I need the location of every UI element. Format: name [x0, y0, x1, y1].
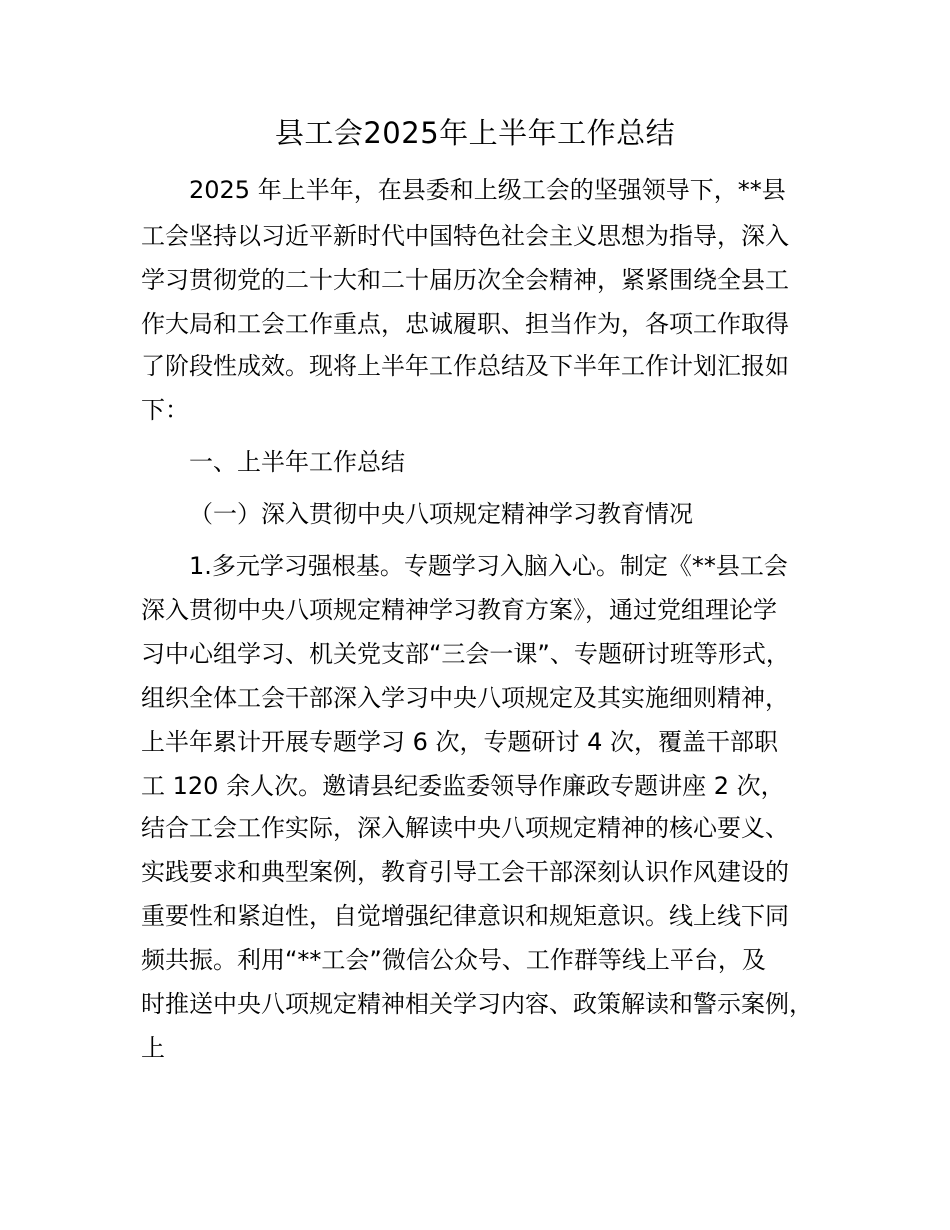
paragraph-intro-line-6: 下：	[141, 396, 189, 424]
paragraph-body-line-11: 时推送中央八项规定精神相关学习内容、政策解读和警示案例，	[141, 990, 813, 1018]
paragraph-body-line-9: 重要性和紧迫性，自觉增强纪律意识和规矩意识。线上线下同	[141, 902, 789, 930]
section-heading: 一、上半年工作总结	[189, 448, 405, 476]
paragraph-body-line-3: 习中心组学习、机关党支部“三会一课”、专题研讨班等形式，	[141, 640, 790, 668]
paragraph-intro-line-1: 2025 年上半年，在县委和上级工会的坚强领导下，**县	[189, 176, 786, 204]
paragraph-body-line-5: 上半年累计开展专题学习 6 次，专题研讨 4 次，覆盖干部职	[141, 728, 779, 756]
paragraph-body-line-2: 深入贯彻中央八项规定精神学习教育方案》，通过党组理论学	[141, 596, 777, 624]
paragraph-body-line-1: 1.多元学习强根基。专题学习入脑入心。制定《**县工会	[189, 552, 788, 580]
paragraph-body-line-8: 实践要求和典型案例，教育引导工会干部深刻认识作风建设的	[141, 858, 789, 886]
paragraph-intro-line-3: 学习贯彻党的二十大和二十届历次全会精神，紧紧围绕全县工	[141, 266, 789, 294]
document-title: 县工会2025年上半年工作总结	[274, 116, 676, 150]
paragraph-body-line-10: 频共振。利用“**工会”微信公众号、工作群等线上平台，及	[141, 946, 766, 974]
paragraph-body-line-12: 上	[141, 1034, 165, 1062]
paragraph-body-line-4: 组织全体工会干部深入学习中央八项规定及其实施细则精神，	[141, 684, 789, 712]
paragraph-intro-line-2: 工会坚持以习近平新时代中国特色社会主义思想为指导，深入	[141, 222, 789, 250]
paragraph-body-line-6: 工 120 余人次。邀请县纪委监委领导作廉政专题讲座 2 次，	[141, 772, 785, 800]
subsection-heading: （一）深入贯彻中央八项规定精神学习教育情况	[189, 500, 693, 528]
paragraph-body-line-7: 结合工会工作实际，深入解读中央八项规定精神的核心要义、	[141, 814, 789, 842]
paragraph-intro-line-4: 作大局和工会工作重点，忠诚履职、担当作为，各项工作取得	[141, 310, 789, 338]
paragraph-intro-line-5: 了阶段性成效。现将上半年工作总结及下半年工作计划汇报如	[141, 352, 789, 380]
